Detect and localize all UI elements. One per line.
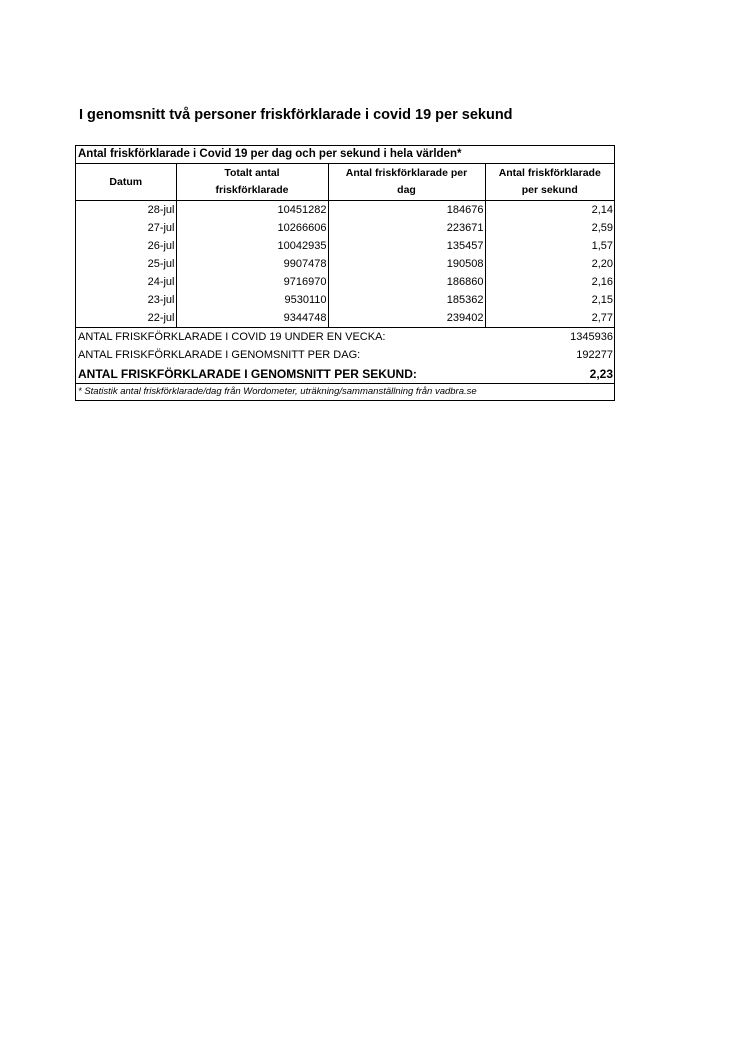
source-footnote: * Statistik antal friskförklarade/dag från Wordometer, uträkning/sammanställning från vadbra.se	[76, 383, 614, 400]
cell-date: 23-jul	[147, 293, 175, 306]
cell-per-day: 186860	[328, 273, 485, 291]
header-per-dag	[328, 164, 485, 201]
cell-total: 9907478	[176, 255, 328, 273]
header-per-sekund-line1: Antal friskförklarade	[498, 167, 601, 179]
cell-per-second: 2,77	[485, 309, 614, 327]
summary-day-label: ANTAL FRISKFÖRKLARADE I GENOMSNITT PER DAG:	[78, 348, 361, 361]
table-row	[76, 255, 614, 273]
header-totalt-antal-line2: friskförklarade	[215, 184, 289, 196]
summary-second-value: 2,23	[589, 366, 613, 381]
cell-per-day: 190508	[328, 255, 485, 273]
cell-total: 10451282	[176, 201, 328, 220]
cell-per-second: 2,15	[485, 291, 614, 309]
header-per-sekund	[485, 164, 614, 201]
data-table	[76, 164, 614, 327]
cell-total: 10042935	[176, 237, 328, 255]
cell-per-second: 2,59	[485, 219, 614, 237]
cell-total: 9344748	[176, 309, 328, 327]
cell-per-second: 2,16	[485, 273, 614, 291]
cell-date: 22-jul	[147, 311, 175, 324]
page-title: I genomsnitt två personer friskförklarade i covid 19 per sekund	[79, 107, 513, 123]
cell-per-day: 223671	[328, 219, 485, 237]
cell-per-second: 2,14	[485, 201, 614, 220]
header-per-sekund-line2: per sekund	[521, 184, 578, 196]
statistics-table	[75, 145, 615, 401]
cell-date: 24-jul	[147, 275, 175, 288]
header-datum-line1: Datum	[109, 175, 143, 188]
cell-date: 26-jul	[147, 239, 175, 252]
table-row	[76, 201, 614, 220]
table-row	[76, 291, 614, 309]
cell-per-day: 184676	[328, 201, 485, 220]
table-caption: Antal friskförklarade i Covid 19 per dag och per sekund i hela världen*	[76, 146, 614, 164]
cell-per-second: 1,57	[485, 237, 614, 255]
cell-per-day: 185362	[328, 291, 485, 309]
header-totalt-antal-line1: Totalt antal	[224, 167, 280, 179]
header-per-dag-line1: Antal friskförklarade per	[345, 167, 468, 179]
summary-week-value: 1345936	[570, 330, 613, 343]
summary-day-value: 192277	[576, 348, 613, 361]
table-row	[76, 237, 614, 255]
cell-date: 25-jul	[147, 257, 175, 270]
cell-total: 9716970	[176, 273, 328, 291]
summary-week-label: ANTAL FRISKFÖRKLARADE I COVID 19 UNDER EN VECKA:	[78, 330, 386, 343]
cell-per-day: 239402	[328, 309, 485, 327]
cell-total: 9530110	[176, 291, 328, 309]
cell-per-second: 2,20	[485, 255, 614, 273]
cell-date: 27-jul	[147, 221, 175, 234]
cell-per-day: 135457	[328, 237, 485, 255]
header-totalt-antal	[176, 164, 328, 201]
header-datum	[76, 164, 176, 201]
table-row	[76, 273, 614, 291]
table-row	[76, 309, 614, 327]
cell-total: 10266606	[176, 219, 328, 237]
cell-date: 28-jul	[147, 203, 175, 216]
summary-week-total	[76, 327, 614, 346]
header-per-dag-line2: dag	[397, 184, 416, 196]
summary-average-per-second	[76, 364, 614, 383]
summary-average-per-day	[76, 346, 614, 364]
table-row	[76, 219, 614, 237]
summary-second-label: ANTAL FRISKFÖRKLARADE I GENOMSNITT PER SEKUND:	[78, 366, 417, 381]
header-row	[76, 164, 614, 201]
